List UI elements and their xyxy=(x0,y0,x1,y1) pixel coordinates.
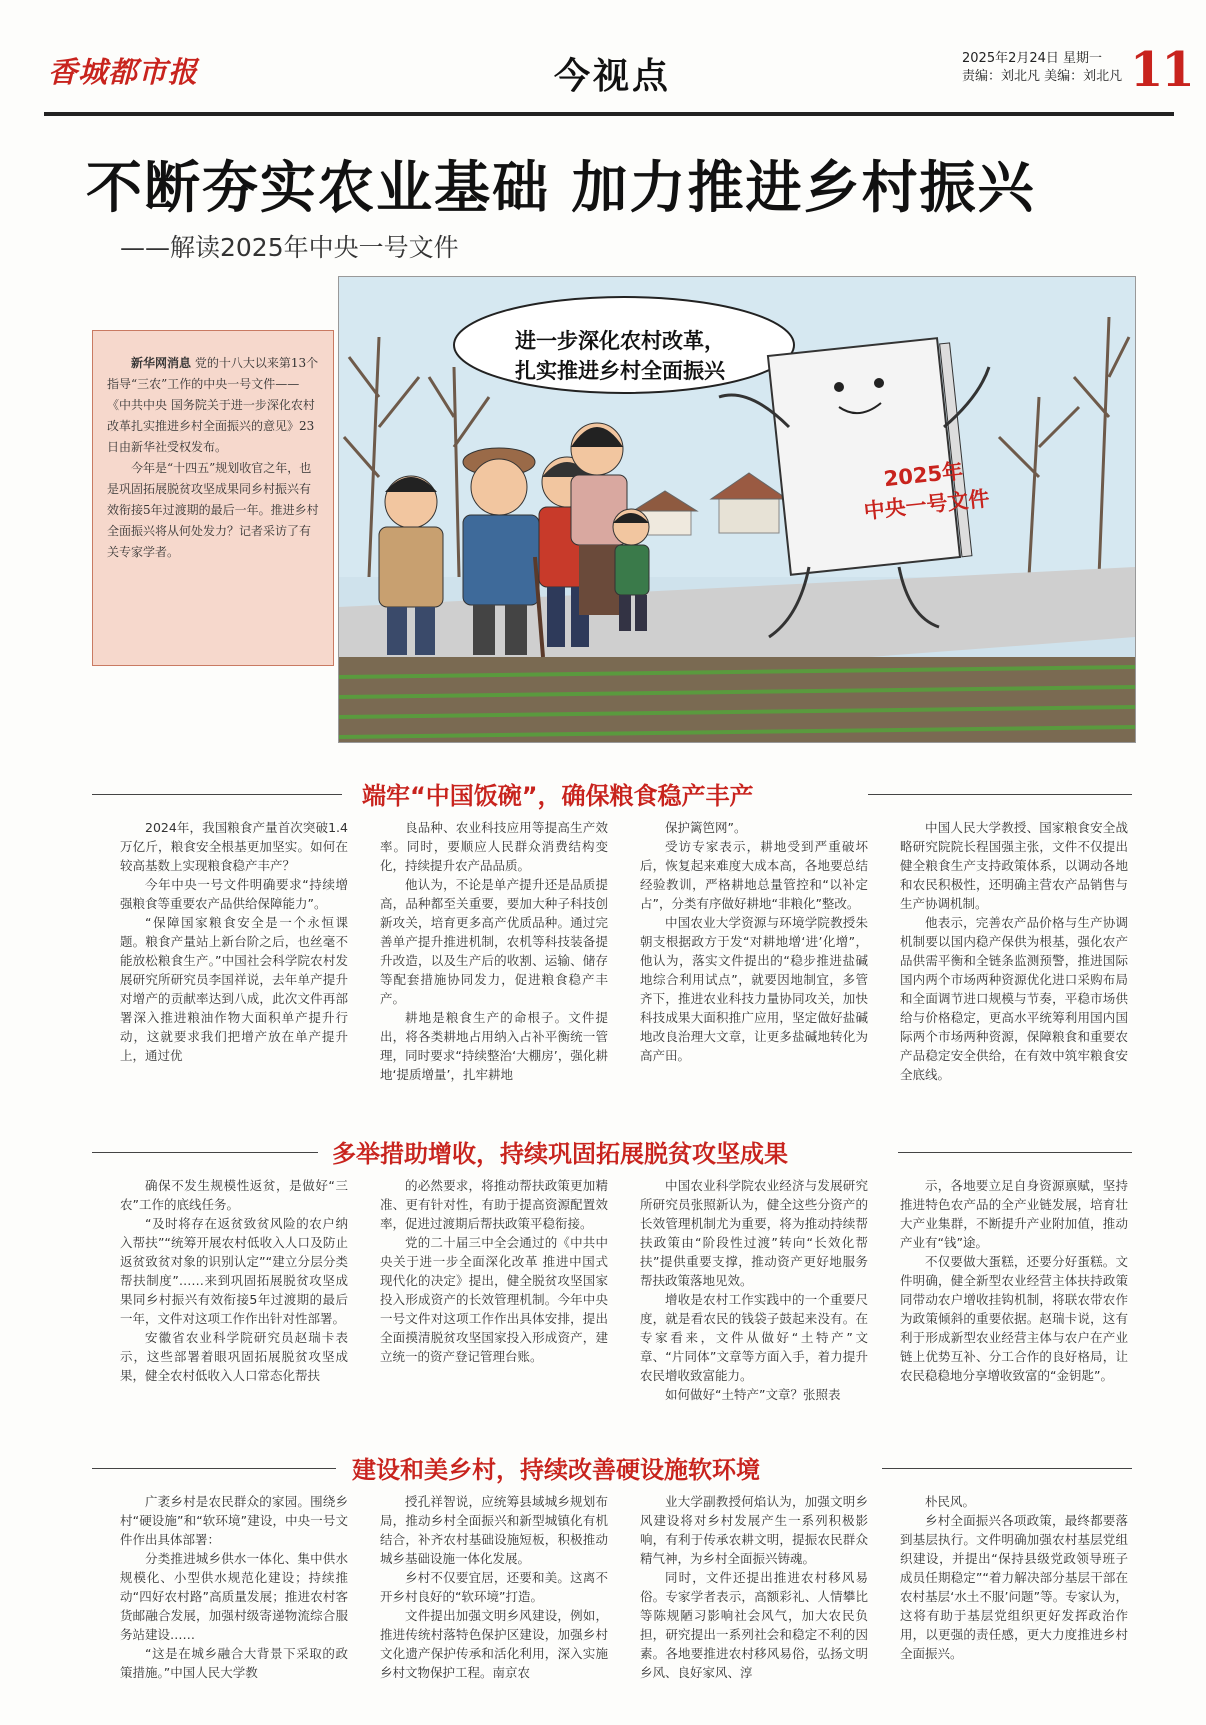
paragraph: 示，各地要立足自身资源禀赋，坚持推进特色农产品的全产业链发展，培育壮大产业集群，不断提升产业附加值，推动产业有“钱”途。 xyxy=(900,1178,1128,1250)
paragraph: 乡村不仅要宜居，还要和美。这离不开乡村良好的“软环境”打造。 xyxy=(380,1570,608,1604)
paragraph: 增收是农村工作实践中的一个重要尺度，就是看农民的钱袋子鼓起来没有。在专家看来，文件从做好“土特产”文章、“片同体”文章等方面入手，着力提升农民增收致富能力。 xyxy=(640,1292,868,1383)
paragraph: 他认为，不论是单产提升还是品质提高，品种都至关重要，要加大种子科技创新攻关，培育更多高产优质品种。通过完善单产提升推进机制，农机等科技装备提升改造，以及生产后的收割、运输、储存等配套措施协同发力，促进粮食稳产丰产。 xyxy=(380,877,608,1006)
paragraph: 中国农业大学资源与环境学院教授朱朝支根据政方于发“对耕地增‘进’化增”，他认为，落实文件提出的“稳步推进盐碱地综合利用试点”，就要因地制宜，多管齐下，推进农业科技力量协同攻关，加快科技成果大面积推广应用，坚定做好盐碱地改良治理大文章，让更多盐碱地转化为高产田。 xyxy=(640,915,868,1063)
paragraph: 如何做好“土特产”文章？张照表 xyxy=(665,1387,841,1402)
column xyxy=(120,1176,348,1404)
paragraph: 中国农业科学院农业经济与发展研究所研究员张照新认为，健全这些分资产的长效管理机制尤为重要，将为推动持续帮扶政策由“阶段性过渡”转向“长效化帮扶”提供重要支撑，推动资产更好地服务帮扶政策落地见效。 xyxy=(640,1178,868,1288)
column xyxy=(380,818,608,1084)
paragraph: 朴民风。 xyxy=(925,1494,976,1509)
paragraph: 保护篱笆网”。 xyxy=(665,820,747,835)
document-label-title: 中央一号文件 xyxy=(862,486,991,524)
section-body-1 xyxy=(120,818,1130,1084)
divider-line xyxy=(882,1468,1132,1469)
paragraph: “及时将存在返贫致贫风险的农户纳入帮扶”“统筹开展农村低收入人口及防止返贫致贫对象的识别认定”“建立分层分类帮扶制度”……来到巩固拓展脱贫攻坚成果同乡村振兴有效衔接5年过渡期的最后一年，文件对这项工作作出针对性部署。 xyxy=(120,1216,348,1326)
column xyxy=(120,818,348,1084)
paragraph: 不仅要做大蛋糕，还要分好蛋糕。文件明确，健全新型农业经营主体扶持政策同带动农户增收挂钩机制，将联农带农作为政策倾斜的重要依据。赵瑞卡说，这有利于形成新型农业经营主体与农户在产业链上优势互补、分工合作的良好格局，让农民稳稳地分享增收致富的“金钥匙”。 xyxy=(900,1254,1128,1383)
subheadline: ——解读2025年中央一号文件 xyxy=(120,233,459,262)
paragraph: 良品种、农业科技应用等提高生产效率。同时，要顺应人民群众消费结构变化，持续提升农产品品质。 xyxy=(380,820,608,873)
editors: 责编：刘北凡 美编：刘北凡 xyxy=(962,69,1123,84)
paragraph: 党的二十届三中全会通过的《中共中央关于进一步全面深化改革 推进中国式现代化的决定》提出，健全脱贫攻坚国家投入形成资产的长效管理机制。今年中央一号文件对这项工作作出具体安排，提出全面摸清脱贫攻坚国家投入形成资产，建立统一的资产登记管理台账。 xyxy=(380,1235,608,1364)
paragraph: 今年中央一号文件明确要求“持续增强粮食等重要农产品供给保障能力”。 xyxy=(120,877,348,911)
divider-line xyxy=(92,794,342,795)
lead-paragraph-2: 今年是“十四五”规划收官之年，也是巩固拓展脱贫攻坚成果同乡村振兴有效衔接5年过渡期的最后一年。推进乡村全面振兴将从何处发力？记者采访了有关专家学者。 xyxy=(107,461,319,559)
paragraph: 文件提出加强文明乡风建设，例如，推进传统村落特色保护区建设，加强乡村文化遗产保护传承和活化利用，深入实施乡村文物保护工程。南京农 xyxy=(380,1608,608,1680)
masthead xyxy=(44,40,1193,116)
speech-bubble-line1: 进一步深化农村改革， xyxy=(515,329,725,353)
section-title-1: 端牢“中国饭碗”，确保粮食稳产丰产 xyxy=(362,782,754,810)
paragraph: 2024年，我国粮食产量首次突破1.4万亿斤，粮食安全根基更加坚实。如何在较高基数上实现粮食稳产丰产？ xyxy=(120,820,348,873)
lead-box xyxy=(92,330,334,666)
paragraph: 分类推进城乡供水一体化、集中供水规模化、小型供水规范化建设；持续推动“四好农村路”高质量发展；推进农村客货邮融合发展，加强村级寄递物流综合服务站建设…… xyxy=(120,1551,348,1642)
column xyxy=(380,1176,608,1404)
page-number: 11 xyxy=(1130,42,1193,98)
paragraph: 受访专家表示，耕地受到严重破坏后，恢复起来难度大成本高，各地要总结经验教训，严格耕地总量管控和“以补定占”，分类有序做好耕地“非粮化”整改。 xyxy=(640,839,868,911)
paragraph: 的必然要求，将推动帮扶政策更加精准、更有针对性，有助于提高资源配置效率，促进过渡期后帮扶政策平稳衔接。 xyxy=(380,1178,608,1231)
lead-text-1: 党的十八大以来第13个指导“三农”工作的中央一号文件——《中共中央 国务院关于进一步深化农村改革扎实推进乡村全面振兴的意见》23日由新华社受权发布。 xyxy=(107,356,319,454)
column xyxy=(640,1176,868,1404)
speech-bubble-line2: 扎实推进乡村全面振兴 xyxy=(515,359,725,383)
section-header-3 xyxy=(92,1450,1132,1486)
lead-paragraph-1 xyxy=(107,353,321,458)
paragraph: 中国人民大学教授、国家粮食安全战略研究院院长程国强主张，文件不仅提出健全粮食生产支持政策体系，以调动各地和农民积极性，还明确主营农产品销售与生产协调机制。 xyxy=(900,820,1128,911)
paragraph: “保障国家粮食安全是一个永恒课题。粮食产量站上新台阶之后，也丝毫不能放松粮食生产。”中国社会科学院农村发展研究所研究员李国祥说，去年单产提升对增产的贡献率达到八成，此次文件再部署深入推进粮油作物大面积单产提升行动，这就要求我们把增产放在单产提升上，通过优 xyxy=(120,915,348,1063)
paragraph: 广袤乡村是农民群众的家园。围绕乡村“硬设施”和“软环境”建设，中央一号文件作出具体部署： xyxy=(120,1494,348,1547)
paragraph: 耕地是粮食生产的命根子。文件提出，将各类耕地占用纳入占补平衡统一管理，同时要求“持续整治‘大棚房’，强化耕地‘提质增量’，扎牢耕地 xyxy=(380,1010,608,1082)
speech-bubble xyxy=(470,326,770,386)
news-source: 新华网消息 xyxy=(131,356,192,370)
paragraph: 授孔祥智说，应统筹县域城乡规划布局，推动乡村全面振兴和新型城镇化有机结合，补齐农村基础设施短板，积极推动城乡基础设施一体化发展。 xyxy=(380,1494,608,1566)
headline: 不断夯实农业基础 加力推进乡村振兴 xyxy=(86,156,1036,221)
section-title: 今视点 xyxy=(554,56,672,97)
newspaper-logo: 香城都市报 xyxy=(48,55,199,89)
column xyxy=(380,1492,608,1682)
section-title-2: 多举措助增收，持续巩固拓展脱贫攻坚成果 xyxy=(332,1140,788,1168)
divider-line xyxy=(898,1152,1132,1153)
paragraph: 他表示，完善农产品价格与生产协调机制要以国内稳产保供为根基，强化农产品供需平衡和全链条监测预警，推进国际国内两个市场两种资源优化进口采购布局和全面调节进口规模与节奏，平稳市场供给与价格稳定，更高水平统筹利用国内国际两个市场两种资源，保障粮食和重要农产品稳定安全供给，在有效中筑牢粮食安全底线。 xyxy=(900,915,1128,1082)
document-label-year: 2025年 xyxy=(882,458,965,492)
paragraph: 业大学副教授何焰认为，加强文明乡风建设将对乡村发展产生一系列积极影响，有利于传承农耕文明，提振农民群众精气神，为乡村全面振兴铸魂。 xyxy=(640,1494,868,1566)
paragraph: 确保不发生规模性返贫，是做好“三农”工作的底线任务。 xyxy=(120,1178,348,1212)
column xyxy=(900,1176,1128,1404)
divider-line xyxy=(92,1152,318,1153)
paragraph: 乡村全面振兴各项政策，最终都要落到基层执行。文件明确加强农村基层党组织建设，并提出“保持县级党政领导班子成员任期稳定”“着力解决部分基层干部在农村基层‘水土不服’问题”等。专家认为，这将有助于基层党组织更好发挥政治作用，以更强的责任感，更大力度推进乡村全面振兴。 xyxy=(900,1513,1128,1661)
issue-date: 2025年2月24日 星期一 xyxy=(962,51,1103,66)
section-body-3 xyxy=(120,1492,1130,1682)
paragraph: 同时，文件还提出推进农村移风易俗。专家学者表示，高额彩礼、人情攀比等陈规陋习影响社会风气，加大农民负担，研究提出一系列社会和稳定不利的因素。各地要推进农村移风易俗，弘扬文明乡风、良好家风、淳 xyxy=(640,1570,868,1680)
divider-line xyxy=(868,794,1132,795)
date-block xyxy=(962,50,1122,86)
section-header-2 xyxy=(92,1134,1132,1170)
section-title-3: 建设和美乡村，持续改善硬设施软环境 xyxy=(352,1456,760,1484)
paragraph: 安徽省农业科学院研究员赵瑞卡表示，这些部署着眼巩固拓展脱贫攻坚成果，健全农村低收入人口常态化帮扶 xyxy=(120,1330,348,1383)
column xyxy=(640,1492,868,1682)
column xyxy=(900,1492,1128,1682)
section-header-1 xyxy=(92,776,1132,812)
section-body-2 xyxy=(120,1176,1130,1404)
paragraph: “这是在城乡融合大背景下采取的政策措施。”中国人民大学教 xyxy=(120,1646,348,1680)
column xyxy=(900,818,1128,1084)
column xyxy=(640,818,868,1084)
divider-line xyxy=(92,1468,336,1469)
column xyxy=(120,1492,348,1682)
